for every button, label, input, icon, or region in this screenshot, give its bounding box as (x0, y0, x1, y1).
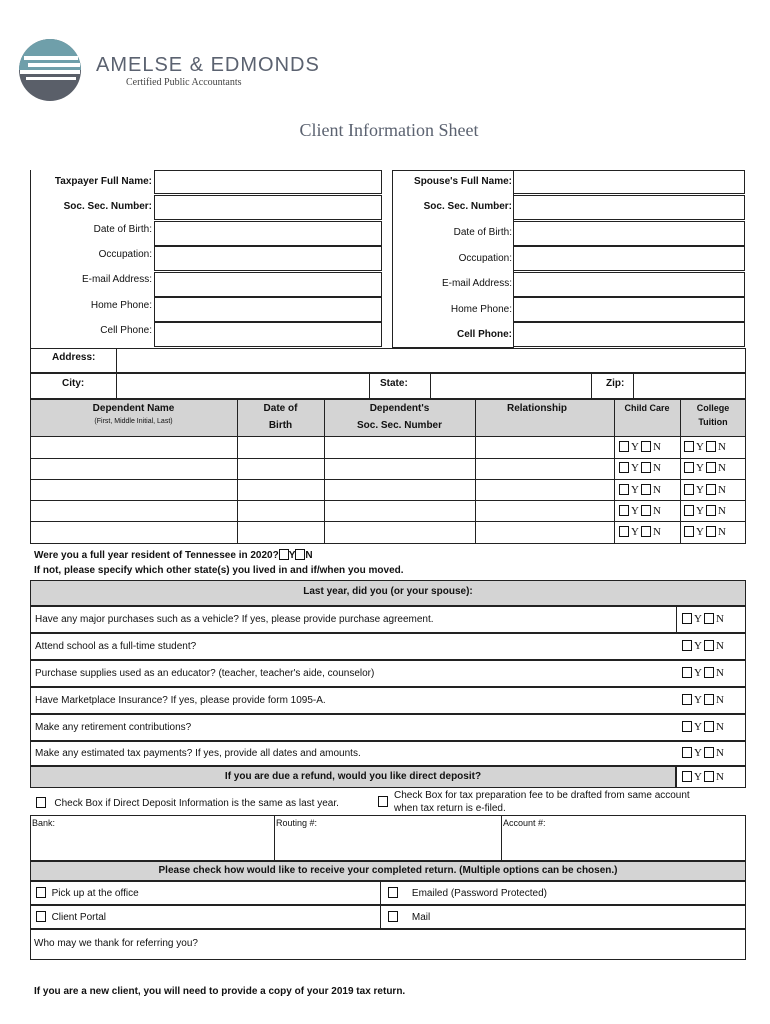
dependent-relationship-header: Relationship (506, 403, 567, 414)
checkbox-icon[interactable] (706, 462, 716, 473)
checkbox-icon[interactable] (704, 721, 714, 732)
zip-field[interactable] (633, 373, 746, 399)
question-2-yes-no[interactable]: Y N (682, 640, 726, 652)
checkbox-icon[interactable] (619, 441, 629, 452)
spouse-occupation-label: Occupation: (458, 253, 512, 264)
checkbox-icon[interactable] (641, 441, 651, 452)
draft-fee-option-line-2: when tax return is e-filed. (394, 803, 506, 814)
dependent-childcare-header: Child Care (624, 403, 670, 413)
mail-option[interactable]: Mail (388, 911, 430, 923)
checkbox-icon[interactable] (684, 484, 694, 495)
state-field[interactable] (430, 373, 592, 399)
city-field[interactable] (116, 373, 370, 399)
spouse-name-field[interactable] (513, 170, 745, 194)
checkbox-icon[interactable] (704, 667, 714, 678)
emailed-option[interactable]: Emailed (Password Protected) (388, 887, 547, 899)
dependent-tuition-header-1: College (696, 403, 730, 413)
spouse-email-label: E-mail Address: (441, 278, 512, 289)
taxpayer-dob-label: Date of Birth: (93, 224, 152, 235)
spouse-cell-phone-label: Cell Phone: (456, 329, 512, 340)
spouse-name-label: Spouse's Full Name: (414, 176, 512, 187)
checkbox-icon[interactable] (619, 462, 629, 473)
dependent-row-4-tuition[interactable]: Y N (684, 505, 728, 517)
zip-label: Zip: (606, 378, 625, 389)
left-border (30, 170, 31, 348)
dependent-row-2-childcare[interactable]: Y N (619, 462, 663, 474)
bank-label: Bank: (32, 818, 56, 828)
taxpayer-home-phone-field[interactable] (154, 297, 382, 322)
dependent-tuition-header-2: Tuition (698, 417, 728, 427)
checkbox-icon[interactable] (706, 526, 716, 537)
question-6-yes-no[interactable]: Y N (682, 747, 726, 759)
dependent-row-3-tuition[interactable]: Y N (684, 484, 728, 496)
dependent-dob-header-2: Birth (268, 420, 293, 431)
bank-field[interactable] (31, 816, 274, 860)
dependent-row-4-childcare[interactable]: Y N (619, 505, 663, 517)
spouse-dob-label: Date of Birth: (453, 227, 512, 238)
question-major-purchases: Have any major purchases such as a vehicle? If yes, please provide purchase agreement. (35, 614, 434, 625)
question-retirement: Make any retirement contributions? (35, 722, 192, 733)
company-logo-icon (18, 38, 82, 102)
question-marketplace-insurance: Have Marketplace Insurance? If yes, please provide form 1095-A. (35, 695, 326, 706)
question-3-yes-no[interactable]: Y N (682, 667, 726, 679)
dependent-dob-header-1: Date of (263, 403, 298, 414)
taxpayer-name-field[interactable] (154, 170, 382, 194)
residency-question: Were you a full year resident of Tennessee in 2020? Y N (34, 550, 313, 561)
question-full-time-student: Attend school as a full-time student? (35, 641, 197, 652)
checkbox-icon[interactable] (704, 640, 714, 651)
draft-fee-option-line-1: Check Box for tax preparation fee to be drafted from same account (394, 790, 690, 801)
checkbox-icon[interactable] (36, 887, 46, 898)
checkbox-icon[interactable] (682, 721, 692, 732)
dependent-name-header: Dependent Name (92, 403, 175, 414)
account-field[interactable] (502, 816, 745, 860)
receive-return-header-text: Please check how would like to receive your completed return. (Multiple options can be chosen.) (158, 865, 618, 876)
taxpayer-email-label: E-mail Address: (81, 274, 152, 285)
new-client-note: If you are a new client, you will need to provide a copy of your 2019 tax return. (34, 986, 406, 997)
state-label: State: (380, 378, 408, 389)
dependent-row-2-tuition[interactable]: Y N (684, 462, 728, 474)
company-name: AMELSE & EDMONDS (96, 54, 320, 76)
dependent-name-subheader: (First, Middle Initial, Last) (94, 418, 173, 425)
direct-deposit-yes-no[interactable]: Y N (682, 771, 726, 783)
routing-label: Routing #: (276, 818, 318, 828)
dependent-row-5-tuition[interactable]: Y N (684, 526, 728, 538)
checkbox-icon[interactable] (684, 526, 694, 537)
checkbox-icon[interactable] (619, 484, 629, 495)
checkbox-icon[interactable] (36, 797, 46, 808)
question-educator-supplies: Purchase supplies used as an educator? (teacher, teacher's aide, counselor) (35, 668, 375, 679)
taxpayer-occupation-field[interactable] (154, 246, 382, 271)
checkbox-icon[interactable] (641, 462, 651, 473)
checkbox-icon[interactable] (641, 505, 651, 516)
checkbox-icon[interactable] (388, 911, 398, 922)
taxpayer-home-phone-label: Home Phone: (90, 300, 152, 311)
draft-fee-checkbox-wrap[interactable] (378, 796, 388, 808)
checkbox-icon[interactable] (704, 613, 714, 624)
checkbox-icon[interactable] (706, 484, 716, 495)
dependent-ssn-header-1: Dependent's (369, 403, 430, 414)
checkbox-icon[interactable] (682, 613, 692, 624)
dependent-row-1-childcare[interactable]: Y N (619, 441, 663, 453)
address-label: Address: (52, 352, 96, 363)
account-label: Account #: (503, 818, 546, 828)
checkbox-icon[interactable] (378, 796, 388, 807)
checkbox-icon[interactable] (704, 747, 714, 758)
spouse-home-phone-field[interactable] (513, 297, 745, 322)
checkbox-icon[interactable] (36, 911, 46, 922)
checkbox-icon[interactable] (641, 484, 651, 495)
spouse-ssn-field[interactable] (513, 195, 745, 220)
spouse-occupation-field[interactable] (513, 246, 745, 271)
spouse-cell-phone-field[interactable] (513, 322, 745, 347)
question-estimated-tax: Make any estimated tax payments? If yes, provide all dates and amounts. (35, 748, 361, 759)
last-year-header-text: Last year, did you (or your spouse): (303, 586, 473, 597)
checkbox-icon[interactable] (684, 505, 694, 516)
dependent-ssn-header-2: Soc. Sec. Number (356, 420, 443, 431)
same-as-last-year-option[interactable]: Check Box if Direct Deposit Information is the same as last year. (36, 797, 339, 809)
checkbox-icon[interactable] (279, 549, 289, 560)
address-field[interactable] (116, 348, 746, 373)
checkbox-icon[interactable] (704, 694, 714, 705)
question-4-yes-no[interactable]: Y N (682, 694, 726, 706)
spouse-email-field[interactable] (513, 272, 745, 297)
taxpayer-ssn-field[interactable] (154, 195, 382, 220)
company-subtitle: Certified Public Accountants (126, 77, 242, 88)
spouse-home-phone-label: Home Phone: (450, 304, 512, 315)
checkbox-icon[interactable] (682, 771, 692, 782)
checkbox-icon[interactable] (684, 462, 694, 473)
checkbox-icon[interactable] (682, 747, 692, 758)
page-title: Client Information Sheet (299, 120, 479, 140)
checkbox-icon[interactable] (295, 549, 305, 560)
question-5-yes-no[interactable]: Y N (682, 721, 726, 733)
checkbox-icon[interactable] (641, 526, 651, 537)
taxpayer-dob-field[interactable] (154, 221, 382, 246)
city-label: City: (62, 378, 85, 389)
taxpayer-cell-phone-field[interactable] (154, 322, 382, 347)
pickup-option[interactable]: Pick up at the office (36, 887, 139, 899)
spouse-ssn-label: Soc. Sec. Number: (423, 201, 512, 212)
taxpayer-cell-phone-label: Cell Phone: (100, 325, 152, 336)
checkbox-icon[interactable] (706, 441, 716, 452)
dependent-row-5-childcare[interactable]: Y N (619, 526, 663, 538)
referral-label: Who may we thank for referring you? (34, 938, 198, 949)
checkbox-icon[interactable] (682, 640, 692, 651)
direct-deposit-question: If you are due a refund, would you like direct deposit? (224, 771, 482, 782)
taxpayer-name-label: Taxpayer Full Name: (54, 176, 152, 187)
taxpayer-ssn-label: Soc. Sec. Number: (63, 201, 152, 212)
checkbox-icon[interactable] (619, 505, 629, 516)
question-1-yes-no[interactable]: Y N (682, 613, 726, 625)
dependent-row-1-tuition[interactable]: Y N (684, 441, 728, 453)
spouse-dob-field[interactable] (513, 221, 745, 246)
checkbox-icon[interactable] (706, 505, 716, 516)
checkbox-icon[interactable] (704, 771, 714, 782)
checkbox-icon[interactable] (619, 526, 629, 537)
client-portal-option[interactable]: Client Portal (36, 911, 106, 923)
taxpayer-email-field[interactable] (154, 272, 382, 297)
checkbox-icon[interactable] (682, 667, 692, 678)
residency-followup: If not, please specify which other state(s) you lived in and if/when you moved. (34, 565, 404, 576)
dependent-row-3-childcare[interactable]: Y N (619, 484, 663, 496)
checkbox-icon[interactable] (684, 441, 694, 452)
routing-field[interactable] (275, 816, 501, 860)
checkbox-icon[interactable] (388, 887, 398, 898)
taxpayer-occupation-label: Occupation: (98, 249, 152, 260)
checkbox-icon[interactable] (682, 694, 692, 705)
